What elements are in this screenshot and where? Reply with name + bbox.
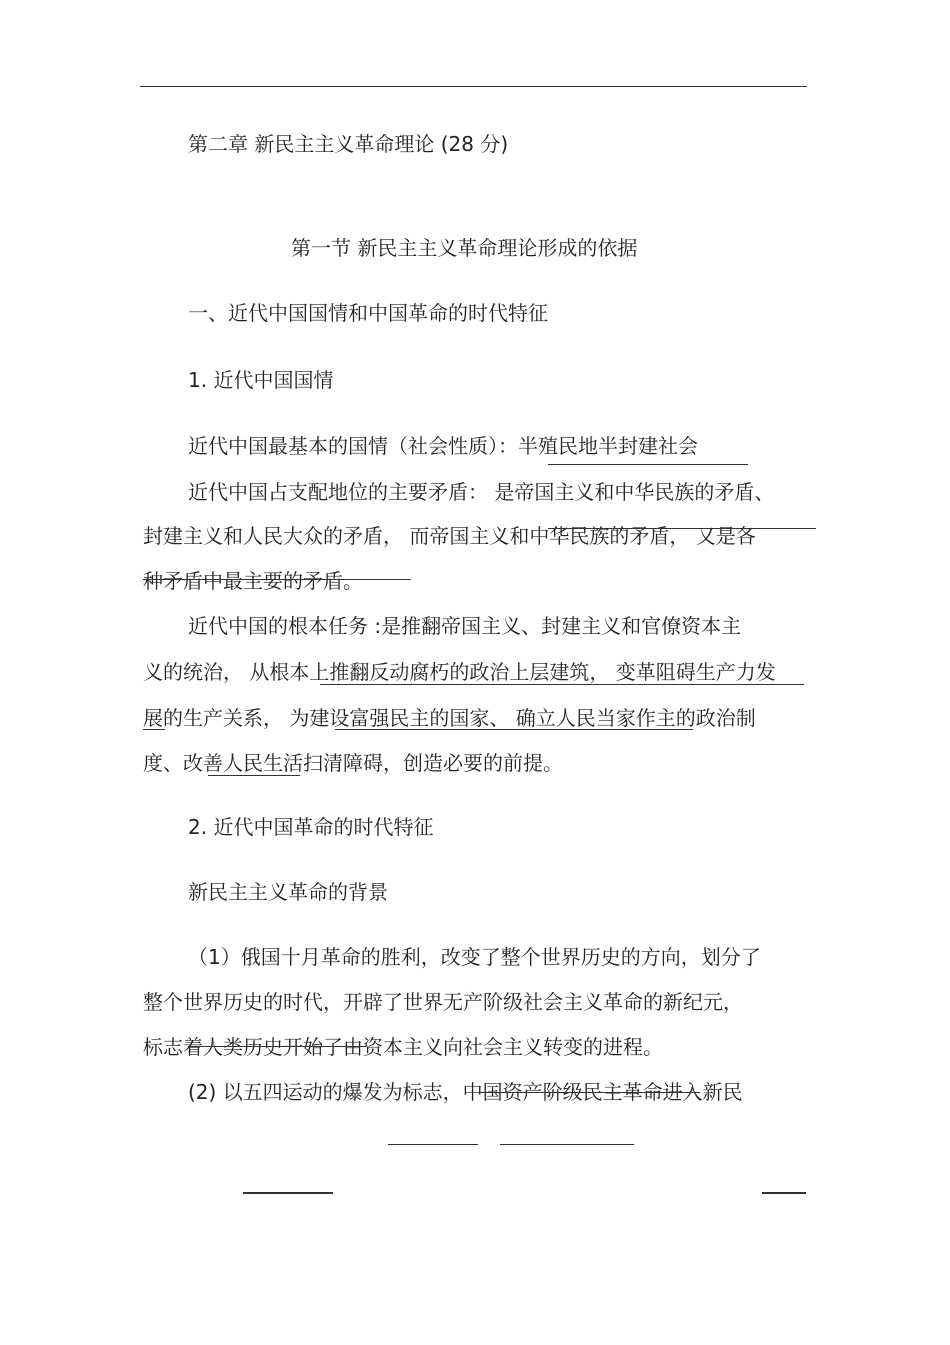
section-title: 第一节 新民主主义革命理论形成的依据: [291, 236, 638, 260]
task-line: 展的生产关系， 为建设富强民主的国家、 确立人民当家作主的政治制: [143, 706, 756, 730]
header-rule: [140, 86, 807, 87]
underline: [548, 528, 816, 529]
strike-line: [478, 1092, 700, 1093]
underline: [388, 1144, 478, 1145]
contradiction-line: 种矛盾中最主要的矛盾。: [143, 569, 363, 593]
task-line: 义的统治， 从根本上推翻反动腐朽的政治上层建筑， 变革阻碍生产力发: [143, 660, 776, 684]
point2-line: (2) 以五四运动的爆发为标志，中国资产阶级民主革命进入新民: [188, 1080, 743, 1104]
background-heading: 新民主主义革命的背景: [188, 880, 388, 904]
strike-line: [143, 579, 411, 580]
point1-line: 标志着人类历史开始了由资本主义向社会主义转变的进程。: [143, 1035, 663, 1059]
underline: [335, 729, 693, 730]
footer-rule-right: [762, 1192, 806, 1194]
task-line: 度、改善人民生活扫清障碍，创造必要的前提。: [143, 751, 563, 775]
underline: [320, 684, 804, 685]
task-line: 近代中国的根本任务 :是推翻帝国主义、封建主义和官僚资本主: [188, 614, 742, 638]
contradiction-line: 封建主义和人民大众的矛盾， 而帝国主义和中华民族的矛盾， 又是各: [143, 524, 756, 548]
item1-heading: 1. 近代中国国情: [188, 368, 334, 392]
underline: [548, 464, 748, 465]
part1-heading: 一、近代中国国情和中国革命的时代特征: [188, 301, 548, 325]
point1-line: 整个世界历史的时代，开辟了世界无产阶级社会主义革命的新纪元，: [143, 990, 743, 1014]
strike-line: [188, 1046, 366, 1047]
underline: [208, 775, 300, 776]
underline: [143, 729, 165, 730]
basic-condition: 近代中国最基本的国情（社会性质）：半殖民地半封建社会: [188, 434, 698, 458]
point1-line: （1）俄国十月革命的胜利，改变了整个世界历史的方向，划分了: [188, 945, 761, 969]
item2-heading: 2. 近代中国革命的时代特征: [188, 815, 434, 839]
underline: [500, 1144, 634, 1145]
contradiction-line: 近代中国占支配地位的主要矛盾： 是帝国主义和中华民族的矛盾、: [188, 480, 775, 504]
chapter-title: 第二章 新民主主义革命理论 (28 分): [188, 132, 509, 156]
footer-rule-left: [243, 1192, 333, 1194]
